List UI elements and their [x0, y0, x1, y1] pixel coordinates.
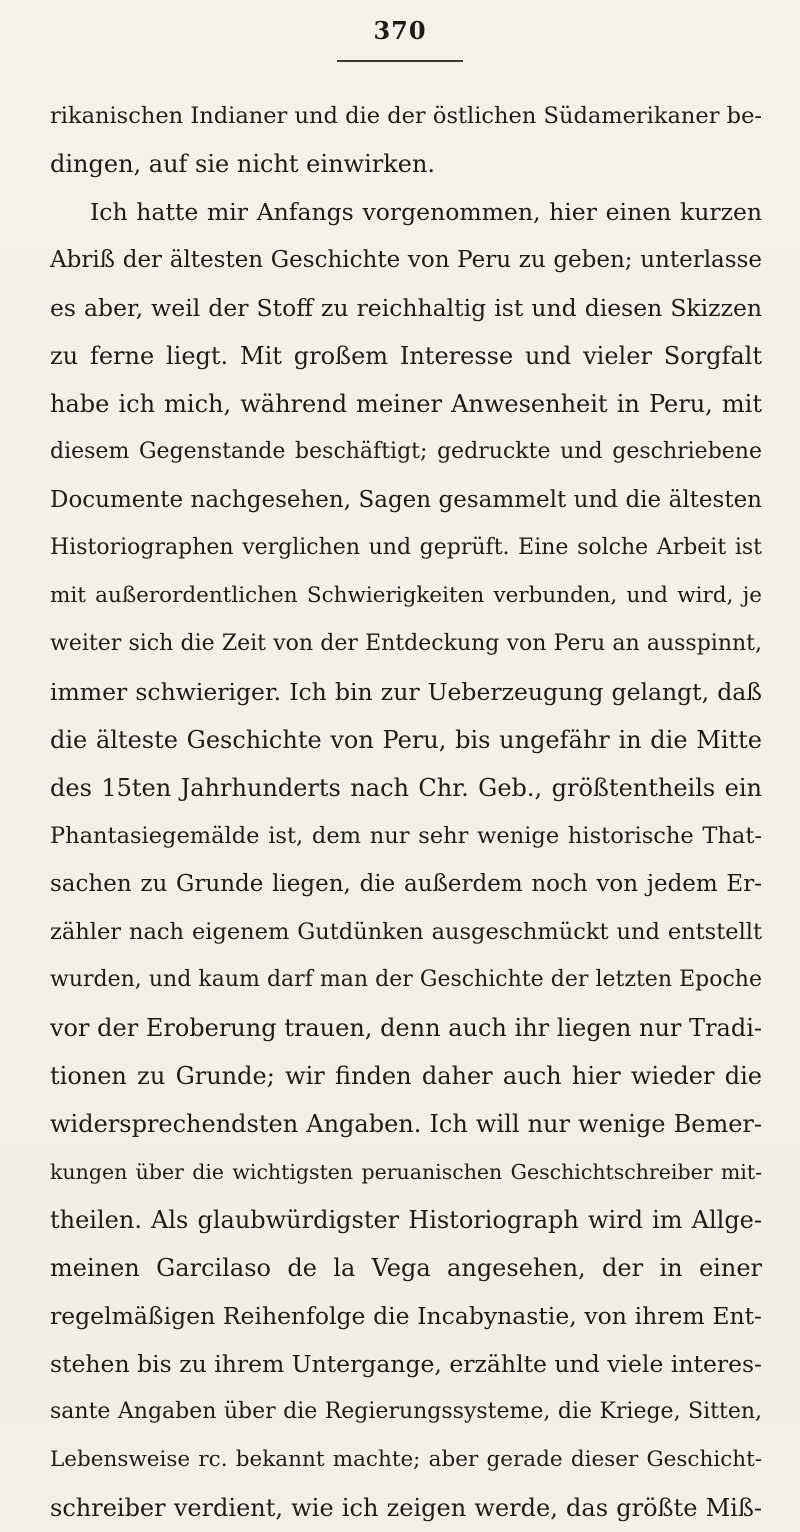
- text-line: sante Angaben über die Regierungssysteme, die Kriege, Sitten,: [50, 1399, 762, 1424]
- text-line: immer schwieriger. Ich bin zur Ueberzeugung gelangt, daß: [50, 678, 762, 706]
- text-line: Phantasiegemälde ist, dem nur sehr wenige historische That-: [50, 823, 762, 849]
- text-line: tionen zu Grunde; wir finden daher auch hier wieder die: [50, 1062, 762, 1090]
- text-line: diesem Gegenstande beschäftigt; gedruckte und geschriebene: [50, 439, 762, 464]
- text-line: meinen Garcilaso de la Vega angesehen, der in einer: [50, 1254, 762, 1282]
- page-number: 370: [373, 16, 427, 45]
- text-line: stehen bis zu ihrem Untergange, erzählte und viele interes-: [50, 1350, 762, 1378]
- text-line: schreiber verdient, wie ich zeigen werde, das größte Miß-: [50, 1494, 762, 1522]
- text-line: die älteste Geschichte von Peru, bis ungefähr in die Mitte: [50, 726, 762, 754]
- text-line: Historiographen verglichen und geprüft. Eine solche Arbeit ist: [50, 535, 762, 560]
- text-line: widersprechendsten Angaben. Ich will nur wenige Bemer-: [50, 1110, 762, 1138]
- text-line: habe ich mich, während meiner Anwesenheit in Peru, mit: [50, 390, 762, 418]
- text-line: rikanischen Indianer und die der östlichen Südamerikaner be-: [50, 103, 762, 129]
- text-line: vor der Eroberung trauen, denn auch ihr liegen nur Tradi-: [50, 1014, 762, 1042]
- text-line: Lebensweise rc. bekannt machte; aber gerade dieser Geschicht-: [50, 1447, 762, 1472]
- page-number-rule: [337, 60, 463, 62]
- text-line: regelmäßigen Reihenfolge die Incabynastie, von ihrem Ent-: [50, 1302, 762, 1330]
- text-line: mit außerordentlichen Schwierigkeiten verbunden, und wird, je: [50, 583, 762, 608]
- text-line: zähler nach eigenem Gutdünken ausgeschmückt und entstellt: [50, 919, 762, 945]
- text-line: zu ferne liegt. Mit großem Interesse und vieler Sorgfalt: [50, 342, 762, 370]
- text-line: weiter sich die Zeit von der Entdeckung von Peru an ausspinnt,: [50, 631, 762, 656]
- text-line: Ich hatte mir Anfangs vorgenommen, hier einen kurzen: [90, 198, 762, 226]
- text-line: des 15ten Jahrhunderts nach Chr. Geb., größtentheils ein: [50, 774, 762, 802]
- text-line: kungen über die wichtigsten peruanischen Geschichtschreiber mit-: [50, 1160, 762, 1184]
- text-line: sachen zu Grunde liegen, die außerdem noch von jedem Er-: [50, 871, 762, 897]
- text-line: Abriß der ältesten Geschichte von Peru zu geben; unterlasse: [50, 247, 762, 273]
- text-line: Documente nachgesehen, Sagen gesammelt und die ältesten: [50, 487, 762, 513]
- text-line: wurden, und kaum darf man der Geschichte der letzten Epoche: [50, 967, 762, 992]
- text-line: dingen, auf sie nicht einwirken.: [50, 150, 436, 178]
- text-line: theilen. Als glaubwürdigster Historiograph wird im Allge-: [50, 1206, 762, 1234]
- text-line: es aber, weil der Stoff zu reichhaltig ist und diesen Skizzen: [50, 294, 762, 322]
- body-text: [50, 92, 762, 1532]
